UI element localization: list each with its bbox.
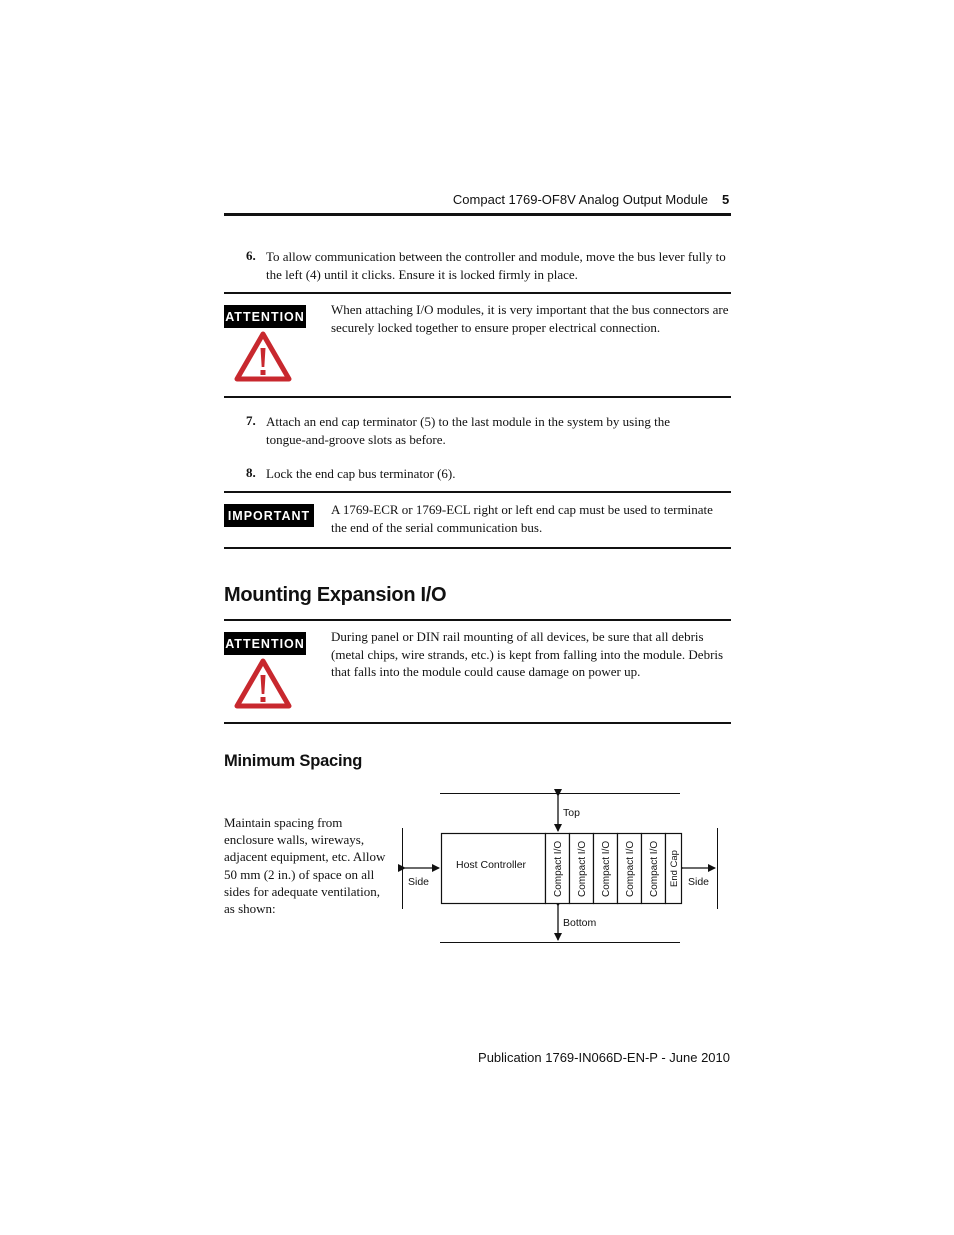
note-bottom-rule: [224, 396, 731, 398]
step-text: Attach an end cap terminator (5) to the last module in the system by using the tongue-and-groove slots as before.: [266, 414, 670, 447]
warning-triangle-icon: [234, 331, 292, 382]
important-label: IMPORTANT: [224, 504, 314, 527]
note-top-rule: [224, 491, 731, 493]
warning-triangle-icon: [234, 658, 292, 709]
side-right-label: Side: [688, 876, 710, 888]
attention-text: During panel or DIN rail mounting of all devices, be sure that all debris (metal chips, wire strands, etc.) is kept from falling into the module. Debris that falls into the module could cause damage on power up.: [331, 629, 724, 679]
attention-text: When attaching I/O modules, it is very important that the bus connectors are securely locked together to ensure proper electrical connection.: [331, 302, 729, 335]
step-number: 7.: [246, 413, 256, 428]
important-text: A 1769-ECR or 1769-ECL right or left end cap must be used to terminate the end of the serial communication bus.: [331, 502, 713, 535]
compact-io-label: Compact I/O: [625, 840, 636, 897]
subsection-title: Minimum Spacing: [224, 752, 363, 770]
running-header-title: Compact 1769-OF8V Analog Output Module: [452, 192, 708, 207]
spacing-description: Maintain spacing from enclosure walls, wireways, adjacent equipment, etc. Allow 50 mm (2 in.) of space on all sides for adequate ventilation, as shown:: [224, 815, 386, 917]
note-bottom-rule: [224, 722, 731, 724]
note-top-rule: [224, 292, 731, 294]
header-rule: [224, 213, 731, 216]
section-title: Mounting Expansion I/O: [224, 584, 447, 606]
step-number: 6.: [246, 248, 256, 263]
side-left-label: Side: [408, 876, 430, 888]
bottom-label: Bottom: [563, 917, 597, 929]
compact-io-label: Compact I/O: [649, 840, 660, 897]
host-controller-label: Host Controller: [456, 859, 527, 871]
compact-io-label: Compact I/O: [577, 840, 588, 897]
publication-footer: Publication 1769-IN066D-EN-P - June 2010: [478, 1050, 730, 1065]
page-number: 5: [722, 192, 730, 207]
attention-label: ATTENTION: [224, 305, 306, 328]
minimum-spacing-diagram: [395, 785, 725, 950]
attention-label: ATTENTION: [224, 632, 306, 655]
end-cap-label: End Cap: [669, 850, 680, 887]
step-text: To allow communication between the controller and module, move the bus lever fully to the left (4) until it clicks. Ensure it is locked firmly in place.: [266, 249, 726, 282]
step-number: 8.: [246, 465, 256, 480]
compact-io-label: Compact I/O: [553, 840, 564, 897]
compact-io-label: Compact I/O: [601, 840, 612, 897]
note-top-rule: [224, 619, 731, 621]
step-text: Lock the end cap bus terminator (6).: [266, 466, 456, 481]
top-label: Top: [563, 807, 580, 819]
note-bottom-rule: [224, 547, 731, 549]
